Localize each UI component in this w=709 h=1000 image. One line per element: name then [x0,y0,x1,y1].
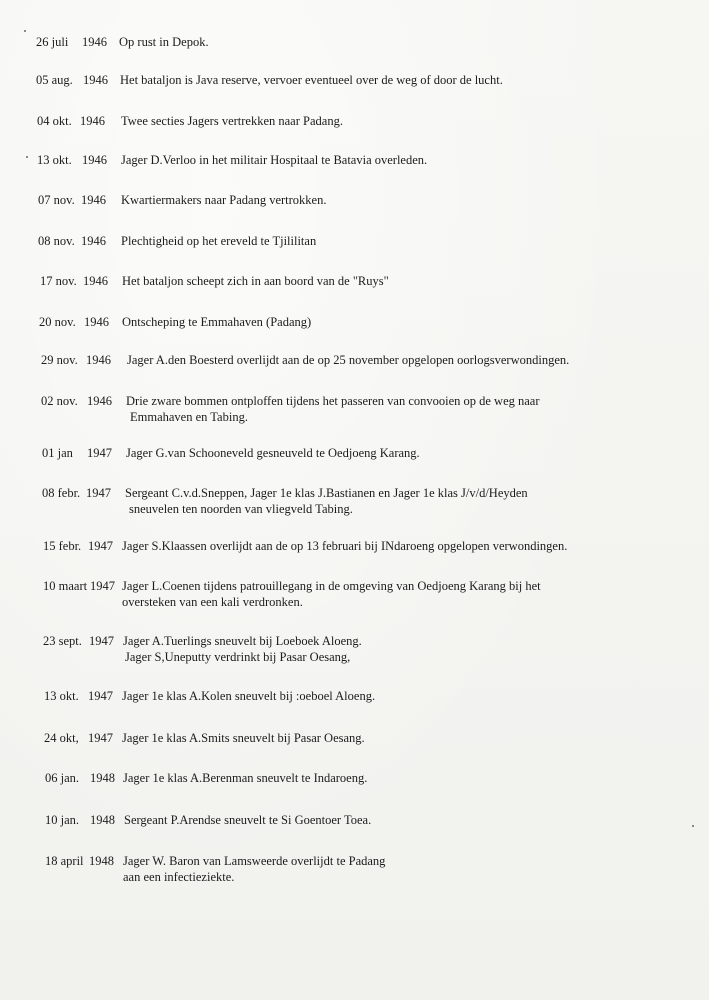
entry-text-line: Het bataljon scheept zich in aan boord van de "Ruys" [122,274,389,288]
entry-year: 1948 [89,854,114,868]
entry-date: 07 nov. [38,193,75,207]
entry-text [126,393,540,425]
entry-text-line: aan een infectieziekte. [123,870,235,884]
entry-text [122,273,389,289]
entry-text-line: Sergeant C.v.d.Sneppen, Jager 1e klas J.Bastianen en Jager 1e klas J/v/d/Heyden [125,486,528,500]
entry-text [120,72,503,88]
entry-text-line: Jager 1e klas A.Berenman sneuvelt te Indaroeng. [123,771,368,785]
entry-date: 08 febr. [42,486,81,500]
entry-year: 1946 [80,114,105,128]
entry-year: 1946 [83,73,108,87]
entry-year: 1947 [86,486,111,500]
entry-text [121,192,326,208]
entry-date: 10 jan. [45,813,80,827]
entry-year: 1947 [90,579,115,593]
entry-text-line: Jager L.Coenen tijdens patrouillegang in de omgeving van Oedjoeng Karang bij het [122,579,541,593]
entry-date: 23 sept. [43,634,82,648]
entry-text [121,233,316,249]
entry-text [122,730,365,746]
entry-text [121,113,343,129]
entry-date: 20 nov. [39,315,76,329]
entry-date: 02 nov. [41,394,78,408]
entry-year: 1946 [81,234,106,248]
entry-year: 1947 [87,446,112,460]
paper-speck [26,156,28,158]
entry-year: 1946 [82,153,107,167]
entry-year: 1947 [88,731,113,745]
entry-text-line: Ontscheping te Emmahaven (Padang) [122,315,312,329]
entry-text-line: Drie zware bommen ontploffen tijdens het passeren van convooien op de weg naar [126,394,540,408]
entry-text-line: Jager 1e klas A.Kolen sneuvelt bij :oeboel Aloeng. [122,689,376,703]
entry-text [123,633,362,665]
entry-year: 1946 [81,193,106,207]
entry-year: 1947 [89,634,114,648]
entry-date: 05 aug. [36,73,73,87]
entry-text-line: Het bataljon is Java reserve, vervoer eventueel over de weg of door de lucht. [120,73,503,87]
entry-text-line: Emmahaven en Tabing. [130,410,248,424]
entry-date: 04 okt. [37,114,72,128]
entry-text [126,445,420,461]
entry-text-line: Sergeant P.Arendse sneuvelt te Si Goentoer Toea. [124,813,372,827]
entry-text-line: Jager S,Uneputty verdrinkt bij Pasar Oesang, [125,650,351,664]
paper-speck [24,30,26,32]
entry-text-line: Jager S.Klaassen overlijdt aan de op 13 februari bij INdaroeng opgelopen verwondingen. [122,539,568,553]
entry-text-line: Jager D.Verloo in het militair Hospitaal te Batavia overleden. [121,153,428,167]
entry-text-line: Jager 1e klas A.Smits sneuvelt bij Pasar Oesang. [122,731,365,745]
entry-text [122,578,541,610]
entry-date: 26 juli [36,35,69,49]
entry-date: 13 okt. [44,689,79,703]
entry-text-line: Twee secties Jagers vertrekken naar Padang. [121,114,343,128]
entry-text-line: oversteken van een kali verdronken. [122,595,303,609]
entry-year: 1947 [88,689,113,703]
entry-text-line: sneuvelen ten noorden van vliegveld Tabing. [129,502,353,516]
entry-date: 29 nov. [41,353,78,367]
entry-date: 01 jan [42,446,73,460]
entry-text [123,853,385,885]
entry-text [127,352,569,368]
entry-date: 24 okt, [44,731,79,745]
entry-year: 1946 [84,315,109,329]
entry-text [122,688,375,704]
entry-text [123,770,367,786]
entry-year: 1946 [83,274,108,288]
entry-year: 1948 [90,813,115,827]
entry-date: 08 nov. [38,234,75,248]
entry-text-line: Jager G.van Schooneveld gesneuveld te Oedjoeng Karang. [126,446,420,460]
entry-text-line: Jager A.Tuerlings sneuvelt bij Loeboek Aloeng. [123,634,362,648]
entry-text [122,314,311,330]
entry-text-line: Plechtigheid op het ereveld te Tjililitan [121,234,317,248]
entry-text-line: Kwartiermakers naar Padang vertrokken. [121,193,327,207]
entry-date: 10 maart [43,579,88,593]
entry-date: 17 nov. [40,274,77,288]
entry-text [124,812,371,828]
entry-year: 1948 [90,771,115,785]
entry-text [121,152,427,168]
entry-date: 15 febr. [43,539,82,553]
entry-date: 18 april [45,854,84,868]
entry-text [125,485,528,517]
entry-date: 06 jan. [45,771,80,785]
entry-text-line: Jager W. Baron van Lamsweerde overlijdt te Padang [123,854,386,868]
entry-text [122,538,567,554]
entry-year: 1946 [86,353,111,367]
entry-text [119,34,209,50]
entry-year: 1946 [87,394,112,408]
paper-speck [692,825,694,827]
entry-text-line: Op rust in Depok. [119,35,209,49]
entry-text-line: Jager A.den Boesterd overlijdt aan de op 25 november opgelopen oorlogsverwondingen. [127,353,570,367]
entry-year: 1947 [88,539,113,553]
entry-date: 13 okt. [37,153,72,167]
entry-year: 1946 [82,35,107,49]
